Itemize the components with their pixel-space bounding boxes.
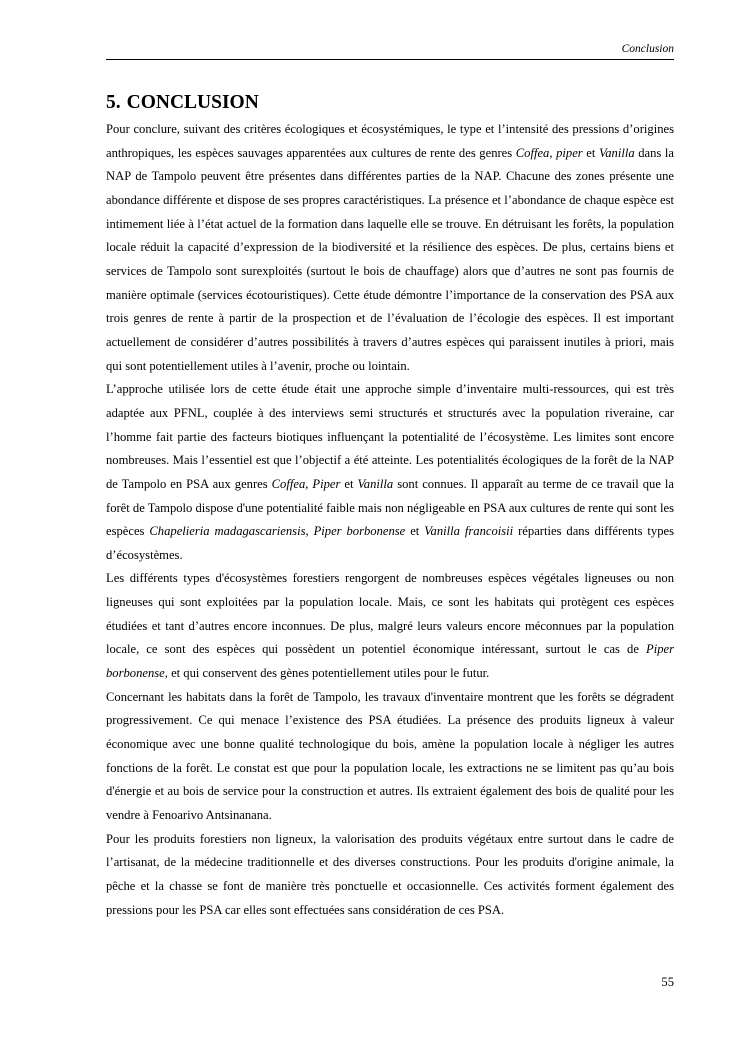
taxon-name: Coffea — [271, 476, 306, 491]
taxon-name: Piper — [312, 476, 341, 491]
text-run: Pour conclure, suivant des critères écologiques et écosystémiques, le type et l’intensité des pressions d’origines anthropiques, les espèces sauvages apparentées aux cultures de rente des genres — [106, 122, 674, 160]
text-run: et — [340, 476, 358, 491]
page-body — [106, 88, 674, 922]
paragraph-5 — [106, 828, 674, 923]
taxon-name: Vanilla — [357, 476, 394, 491]
running-header: Conclusion — [621, 43, 674, 55]
text-run: et — [582, 145, 599, 160]
text-run: Les différents types d'écosystèmes forestiers rengorgent de nombreuses espèces végétales ligneuses ou non ligneuses qui sont exploitées par la population locale. Mais, ce sont les habitats qui protègent ces espèces étudiées et tant d’autres encore inconnues. De plus, malgré leurs valeurs encore méconnues par la population locale, ce sont des espèces qui possèdent un potentiel économique intéressant, surtout le cas de — [106, 571, 674, 657]
text-run: , — [305, 524, 314, 539]
taxon-name: piper — [556, 145, 583, 160]
paragraph-4 — [106, 686, 674, 828]
taxon-name: Vanilla — [598, 145, 635, 160]
text-run: , — [305, 476, 313, 491]
text-run: et — [405, 524, 425, 539]
text-run: sont connues. Il apparaît au terme de ce travail que la forêt de Tampolo dispose d'une potentialité faible mais non négligeable en PSA aux cultures de rente qui sont les espèces — [106, 476, 675, 539]
text-run: Pour les produits forestiers non ligneux, la valorisation des produits végétaux entre surtout dans le cadre de l’artisanat, de la médecine traditionnelle et des diverses constructions. Pour les produits d'origine animale, la pêche et la chasse se font de manière très ponctuelle et occasionnelle. Ces activités forment également des pressions pour les PSA car elles sont effectuées sans considération de ces PSA. — [106, 831, 674, 917]
header-rule — [106, 59, 674, 60]
text-run: réparties dans différents types d’écosystèmes. — [106, 524, 674, 562]
text-run: , et qui conservent des gènes potentiellement utiles pour le futur. — [164, 666, 490, 681]
text-run: , — [549, 145, 557, 160]
section-heading — [106, 88, 674, 118]
paragraph-3 — [106, 567, 674, 685]
text-run: dans la NAP de Tampolo peuvent être présentes dans différentes parties de la NAP. Chacune des zones présente une abondance différente et dispose de ses propres caractéristiques. La présence et l’abondance de chaque espèce est intimement liée à l’état actuel de la formation dans laquelle elle se trouve. En détruisant les forêts, la population locale réduit la capacité d’expression de la biodiversité et la résilience des espèces. De plus, certains biens et services de Tampolo sont surexploités (surtout le bois de chauffage) alors que d’autres ne sont pas fournis de manière optimale (services écotouristiques). Cette étude démontre l’importance de la conservation des PSA aux trois genres de rente à partir de la prospection et de l’évaluation de l’écologie des espèces. Il est important actuellement de considérer d’autres possibilités à travers d’autres espèces qui paraissent inutiles à priori, mais qui sont potentiellement utiles à l’avenir, proche ou lointain. — [106, 145, 675, 373]
section-number: 5. — [106, 92, 121, 113]
paragraph-2 — [106, 378, 674, 567]
text-run: Concernant les habitats dans la forêt de Tampolo, les travaux d'inventaire montrent que les forêts se dégradent progressivement. Ce qui menace l’existence des PSA étudiées. La présence des produits ligneux à valeur économique avec une bonne qualité technologique du bois, amène la population locale à négliger les autres fonctions de la forêt. Le constat est que pour la population locale, les extractions ne se limitent pas qu’au bois d'énergie et au bois de service pour la construction et autres. Ils extraient également des bois de qualité pour les vendre à Fenoarivo Antsinanana. — [106, 689, 674, 823]
section-title: CONCLUSION — [126, 92, 259, 113]
paragraph-1 — [106, 118, 674, 378]
taxon-name: Coffea — [515, 145, 550, 160]
taxon-name: Piper borbonense — [106, 642, 674, 681]
taxon-name: Vanilla francoisii — [424, 524, 514, 539]
text-run: L’approche utilisée lors de cette étude était une approche simple d’inventaire multi-ressources, qui est très adaptée aux PFNL, couplée à des interviews semi structurés et structurés avec la population riveraine, car l’homme fait partie des facteurs biotiques influençant la potentialité de l’écosystème. Les limites sont encore nombreuses. Mais l’essentiel est que l’objectif a été atteinte. Les potentialités écologiques de la forêt de la NAP de Tampolo en PSA aux genres — [106, 382, 674, 491]
page-number: 55 — [661, 975, 674, 989]
taxon-name: Chapelieria madagascariensis — [149, 524, 306, 539]
taxon-name: Piper borbonense — [313, 524, 406, 539]
